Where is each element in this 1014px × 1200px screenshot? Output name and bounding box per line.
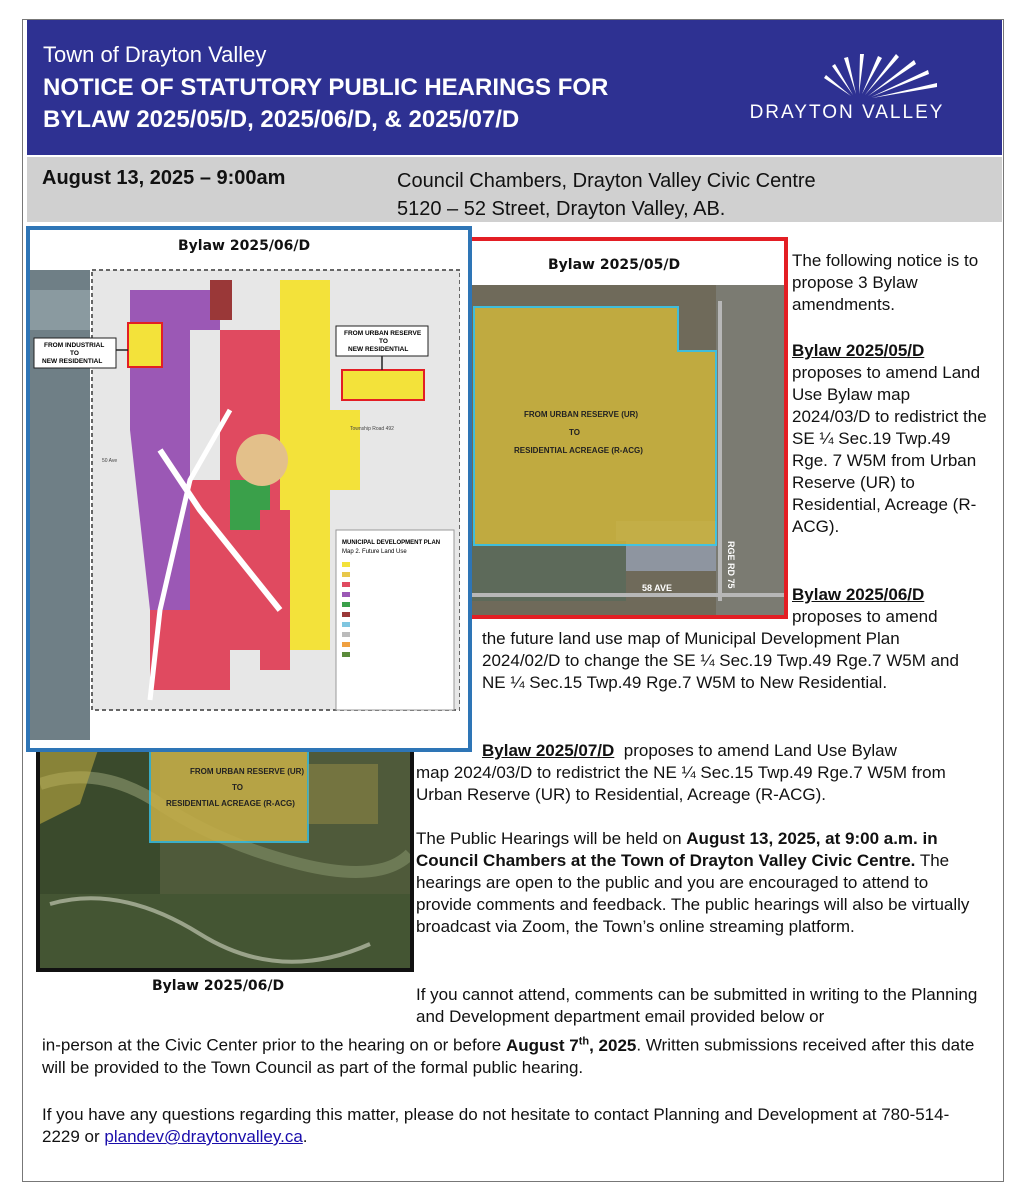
mdp-label-industrial-2: TO (70, 350, 79, 357)
bylaw-07-title: Bylaw 2025/07/D (482, 741, 615, 760)
title-line-2: BYLAW 2025/05/D, 2025/06/D, & 2025/07/D (43, 106, 520, 133)
mdp-road-twp-492: Township Road 492 (350, 426, 394, 432)
bylaw-07-text-2: map 2024/03/D to redistrict the NE ¼ Sec.15 Twp.49 Rge.7 W5M from Urban Reserve (UR) to Residential, Acreage (R-ACG). (416, 763, 946, 804)
mdp-legend-title-2: Map 2. Future Land Use (342, 549, 407, 555)
email-link[interactable]: plandev@draytonvalley.ca (104, 1127, 303, 1146)
ne15-label-2: TO (232, 783, 243, 792)
mdp-label-urban-1: FROM URBAN RESERVE (344, 330, 422, 337)
ne15-label-3: RESIDENTIAL ACREAGE (R-ACG) (166, 799, 295, 808)
ne15-map-caption: Bylaw 2025/06/D (152, 978, 285, 994)
bylaw-07-paragraph-start (482, 740, 992, 762)
bylaw-06-text-1: proposes to amend (792, 607, 938, 626)
title-line-1: NOTICE OF STATUTORY PUBLIC HEARINGS FOR (43, 74, 609, 101)
se19-map-caption: Bylaw 2025/05/D (548, 257, 681, 273)
aerial-image-ne15 (40, 744, 410, 968)
notice-title (43, 72, 608, 136)
mdp-label-urban-3: NEW RESIDENTIAL (348, 346, 409, 353)
deadline-date: August 7th, 2025 (505, 1035, 637, 1055)
aerial-image-se19 (466, 241, 784, 615)
comments-text-2: in-person at the Civic Center prior to the hearing on or before (42, 1035, 502, 1055)
hearing-venue (397, 167, 816, 223)
map-ne15-aerial (36, 740, 414, 972)
town-name: Town of Drayton Valley (43, 42, 267, 67)
contact-paragraph (42, 1104, 982, 1148)
bylaw-05-paragraph (792, 340, 988, 538)
venue-line-2: 5120 – 52 Street, Drayton Valley, AB. (397, 198, 726, 220)
ne15-label-1: FROM URBAN RESERVE (UR) (190, 767, 305, 776)
se19-label-1: FROM URBAN RESERVE (UR) (524, 410, 639, 419)
se19-road-58ave: 58 AVE (642, 583, 673, 593)
map-se19-aerial (462, 237, 788, 619)
bylaw-06-text-2: the future land use map of Municipal Development Plan 2024/02/D to change the SE ¼ Sec.19 Twp.49 Rge.7 W5M and NE ¼ Sec.15 Twp.49 Rge.7 W5M to New Residential. (482, 629, 959, 692)
mdp-road-50-ave: 50 Ave (102, 458, 118, 464)
venue-line-1: Council Chambers, Drayton Valley Civic Centre (397, 170, 816, 192)
logo-text: DRAYTON VALLEY (749, 102, 945, 123)
bylaw-07-text-1: proposes to amend Land Use Bylaw (623, 741, 897, 760)
hearing-info-band (27, 157, 1002, 222)
bylaw-06-title: Bylaw 2025/06/D (792, 585, 925, 604)
se19-label-2: TO (569, 428, 580, 437)
comments-paragraph-bottom (42, 1030, 982, 1079)
hearing-text-1: The Public Hearings will be held on (416, 829, 682, 848)
bylaw-06-paragraph-start (792, 584, 988, 628)
hearing-date-time: August 13, 2025 – 9:00am (42, 167, 286, 189)
mdp-map-caption: Bylaw 2025/06/D (178, 238, 311, 254)
mdp-label-industrial-1: FROM INDUSTRIAL (44, 342, 105, 349)
comments-text-3: . Written submissions received after this date will be provided to the Town Council as part of the formal public hearing. (42, 1035, 975, 1077)
bylaw-05-text: proposes to amend Land Use Bylaw map 2024/03/D to redistrict the SE ¼ Sec.19 Twp.49 Rge. 7 W5M from Urban Reserve (UR) to Residential, Acreage (R-ACG). (792, 363, 987, 536)
hearing-text-bold: August 13, 2025, at 9:00 a.m. in Council Chambers at the Town of Drayton Valley Civic Centre. (416, 829, 938, 870)
deadline-suffix: th (578, 1035, 590, 1047)
bylaw-05-title: Bylaw 2025/05/D (792, 341, 925, 360)
header-banner (27, 20, 1002, 155)
sunburst-icon (732, 50, 982, 100)
se19-road-rge: RGE RD 75 (726, 541, 736, 589)
mdp-label-industrial-3: NEW RESIDENTIAL (42, 358, 103, 365)
contact-end: . (302, 1127, 308, 1146)
hearing-paragraph (416, 828, 981, 938)
mdp-label-urban-2: TO (379, 338, 388, 345)
intro-paragraph: The following notice is to propose 3 Bylaw amendments. (792, 251, 979, 314)
comments-paragraph-top: If you cannot attend, comments can be submitted in writing to the Planning and Development department email provided below or (416, 985, 978, 1026)
mdp-legend-title-1: MUNICIPAL DEVELOPMENT PLAN (342, 540, 441, 546)
drayton-valley-logo (732, 50, 982, 130)
se19-label-3: RESIDENTIAL ACREAGE (R-ACG) (514, 446, 643, 455)
map-mdp-future-land-use (26, 226, 472, 752)
hearing-text-2: The hearings are open to the public and you are encouraged to attend to provide comments and feedback. The public hearings will also be virtually broadcast via Zoom, the Town’s online streaming platform. (416, 851, 970, 936)
contact-text: If you have any questions regarding this matter, please do not hesitate to contact Planning and Development at 780-514-2229 or (42, 1105, 950, 1146)
mdp-map-image (30, 230, 460, 740)
